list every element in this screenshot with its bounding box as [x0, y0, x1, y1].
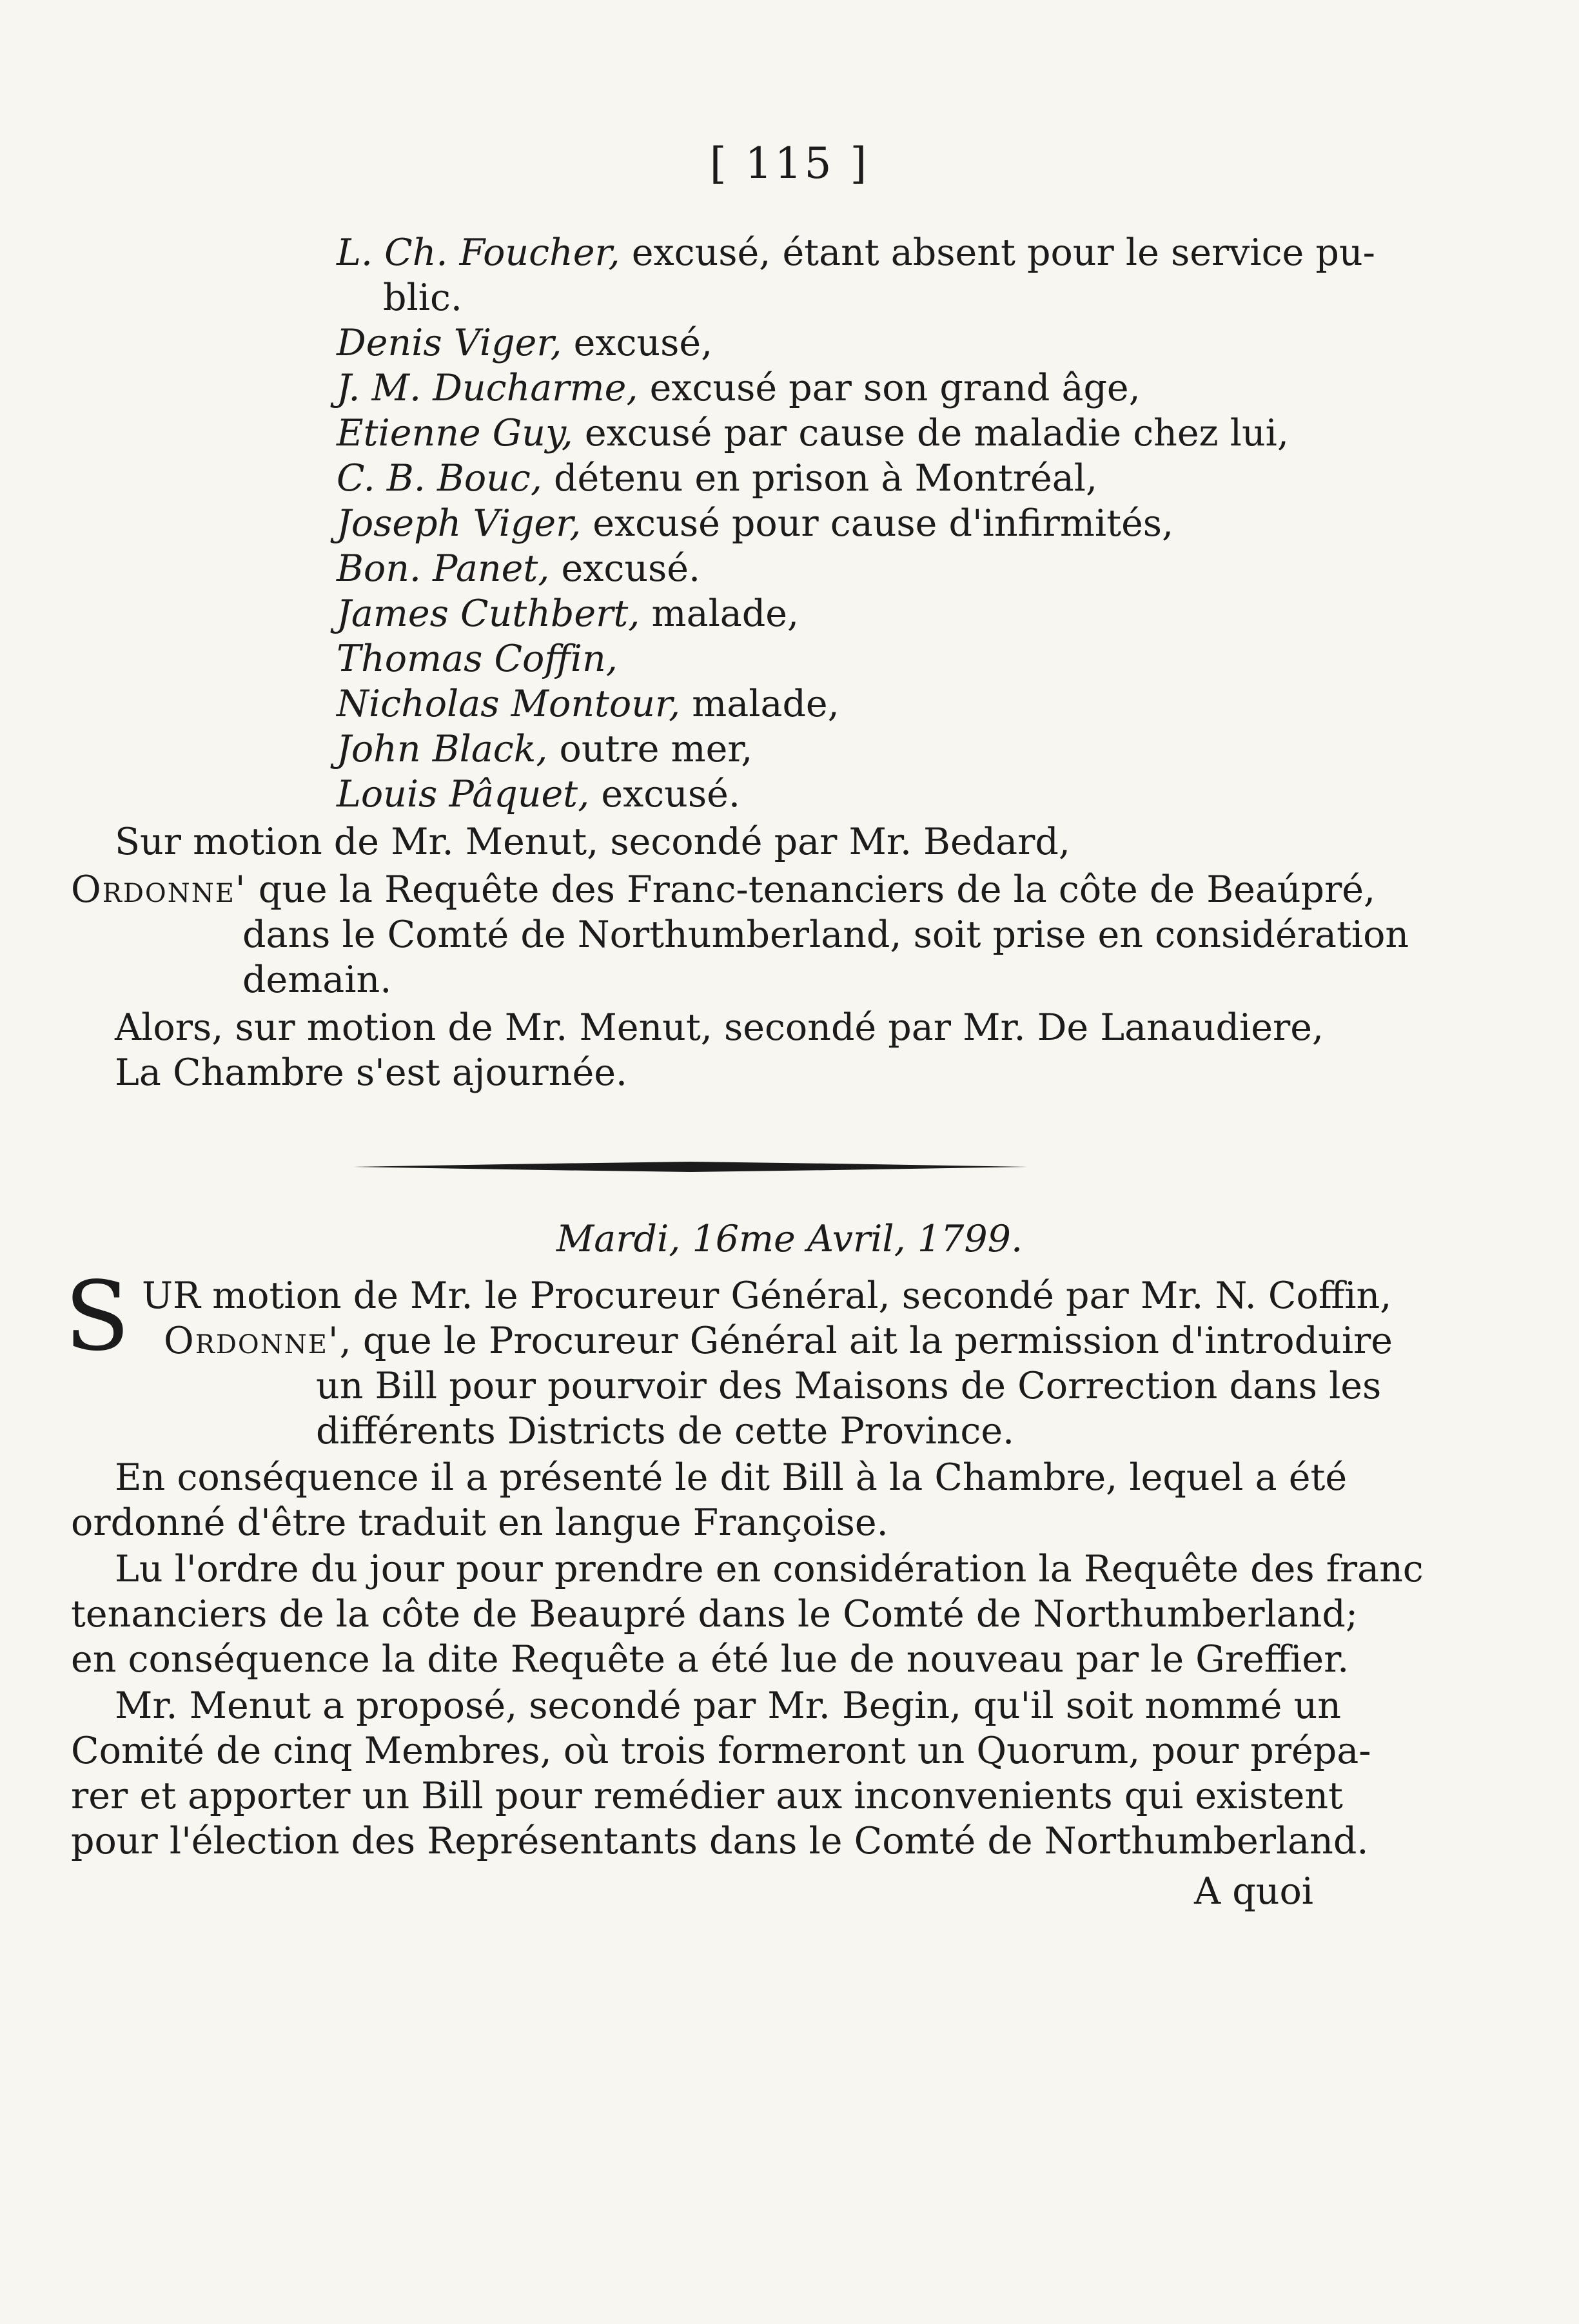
- paragraph-line: Mr. Menut a proposé, secondé par Mr. Begin, qu'il soit nommé un: [115, 1684, 1341, 1727]
- paragraph-line: en conséquence la dite Requête a été lue de nouveau par le Greffier.: [71, 1638, 1349, 1681]
- paragraph-line: un Bill pour pourvoir des Maisons de Correction dans les: [316, 1365, 1382, 1407]
- paragraph-line: Ordonne', que le Procureur Général ait la permission d'introduire: [164, 1320, 1393, 1362]
- session-date: Mardi, 16me Avril, 1799.: [556, 1218, 1023, 1260]
- ajourne-line: La Chambre s'est ajournée.: [115, 1051, 628, 1094]
- absentee-line: John Black, outre mer,: [337, 728, 753, 770]
- absentee-line: C. B. Bouc, détenu en prison à Montréal,: [337, 457, 1098, 500]
- ordonne-line: dans le Comté de Northumberland, soit prise en considération: [242, 913, 1409, 956]
- absentee-line: Denis Viger, excusé,: [337, 322, 713, 364]
- paragraph-line: UR motion de Mr. le Procureur Général, secondé par Mr. N. Coffin,: [142, 1274, 1392, 1317]
- paragraph-line: Lu l'ordre du jour pour prendre en considération la Requête des franc: [115, 1548, 1424, 1590]
- absentee-line: blic.: [383, 277, 462, 319]
- paragraph-line: tenanciers de la côte de Beaupré dans le Comté de Northumberland;: [71, 1593, 1358, 1636]
- paragraph-line: Comité de cinq Membres, où trois formeront un Quorum, pour prépa-: [71, 1730, 1371, 1772]
- paragraph-line: rer et apporter un Bill pour remédier aux inconvenients qui existent: [71, 1775, 1343, 1817]
- absentee-line: Joseph Viger, excusé pour cause d'infirmités,: [337, 502, 1174, 545]
- absentee-line: Bon. Panet, excusé.: [337, 547, 701, 590]
- paragraph-line: pour l'élection des Représentants dans le Comté de Northumberland.: [71, 1820, 1369, 1862]
- absentee-line: Louis Pâquet, excusé.: [337, 773, 740, 815]
- ordonne-line: Ordonne' que la Requête des Franc-tenanciers de la côte de Beaúpré,: [71, 868, 1376, 911]
- paragraph-line: ordonné d'être traduit en langue Françoise.: [71, 1501, 888, 1544]
- absentee-line: James Cuthbert, malade,: [337, 592, 799, 635]
- absentee-line: L. Ch. Foucher, excusé, étant absent pour le service pu-: [337, 231, 1375, 274]
- section-divider: [353, 1160, 1028, 1173]
- absentee-line: Nicholas Montour, malade,: [337, 683, 839, 725]
- absentee-line: J. M. Ducharme, excusé par son grand âge,: [337, 367, 1141, 409]
- drop-cap: S: [64, 1261, 130, 1372]
- paragraph-line: En conséquence il a présenté le dit Bill à la Chambre, lequel a été: [115, 1456, 1348, 1499]
- motion-line: Sur motion de Mr. Menut, secondé par Mr. Bedard,: [115, 821, 1070, 863]
- absentee-line: Thomas Coffin,: [337, 638, 618, 680]
- catchword: A quoi: [1193, 1870, 1313, 1913]
- paragraph-line: différents Districts de cette Province.: [316, 1410, 1015, 1452]
- ordonne-line: demain.: [242, 959, 392, 1001]
- absentee-line: Etienne Guy, excusé par cause de maladie chez lui,: [337, 412, 1289, 454]
- page-number: [ 115 ]: [709, 139, 870, 188]
- alors-line: Alors, sur motion de Mr. Menut, secondé par Mr. De Lanaudiere,: [115, 1006, 1324, 1049]
